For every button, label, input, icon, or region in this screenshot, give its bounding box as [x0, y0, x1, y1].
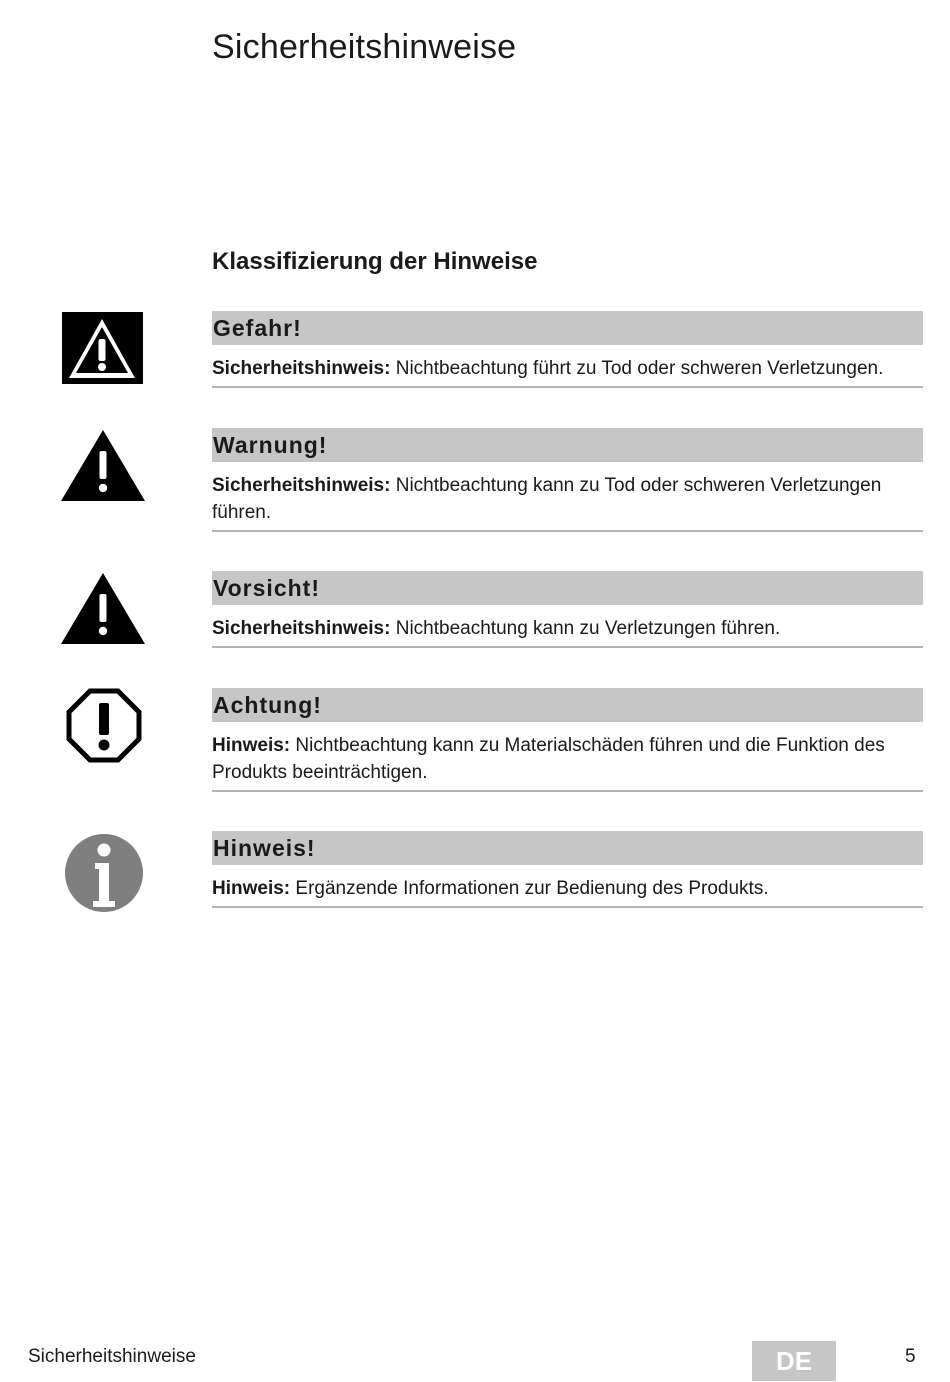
- notice-description: [212, 462, 923, 532]
- notice-label: Hinweis:: [212, 735, 291, 756]
- notice-text: Nichtbeachtung kann zu Verletzungen führen.: [390, 618, 781, 639]
- notice-title: Vorsicht!: [212, 571, 923, 605]
- notice-description: [212, 865, 923, 908]
- warning-triangle-icon: [60, 429, 148, 509]
- danger-warning-icon: [60, 312, 148, 392]
- footer-section-name: Sicherheitshinweise: [28, 1346, 196, 1367]
- attention-octagon-icon: [60, 688, 148, 768]
- notice-label: Sicherheitshinweis:: [212, 618, 391, 639]
- notice-title: Hinweis!: [212, 831, 923, 865]
- page-number: 5: [905, 1346, 916, 1367]
- notice-text: Ergänzende Informationen zur Bedienung des Produkts.: [290, 878, 769, 899]
- notice-title: Gefahr!: [212, 311, 923, 345]
- caution-triangle-icon: [60, 572, 148, 652]
- notice-description: [212, 605, 923, 648]
- notice-description: [212, 345, 923, 388]
- notice-text: Nichtbeachtung kann zu Materialschäden führen und die Funktion des Produkts beeinträchtigen.: [212, 735, 885, 783]
- notice-text: Nichtbeachtung kann zu Tod oder schweren Verletzungen führen.: [212, 475, 882, 523]
- page-title: Sicherheitshinweise: [212, 28, 517, 66]
- language-badge: DE: [752, 1341, 836, 1381]
- notice-title: Achtung!: [212, 688, 923, 722]
- notice-text: Nichtbeachtung führt zu Tod oder schweren Verletzungen.: [390, 358, 884, 379]
- notice-title: Warnung!: [212, 428, 923, 462]
- info-circle-icon: [60, 833, 148, 913]
- notice-description: [212, 722, 923, 792]
- notice-label: Sicherheitshinweis:: [212, 475, 391, 496]
- section-heading: Klassifizierung der Hinweise: [212, 248, 538, 275]
- notice-label: Sicherheitshinweis:: [212, 358, 391, 379]
- notice-label: Hinweis:: [212, 878, 291, 899]
